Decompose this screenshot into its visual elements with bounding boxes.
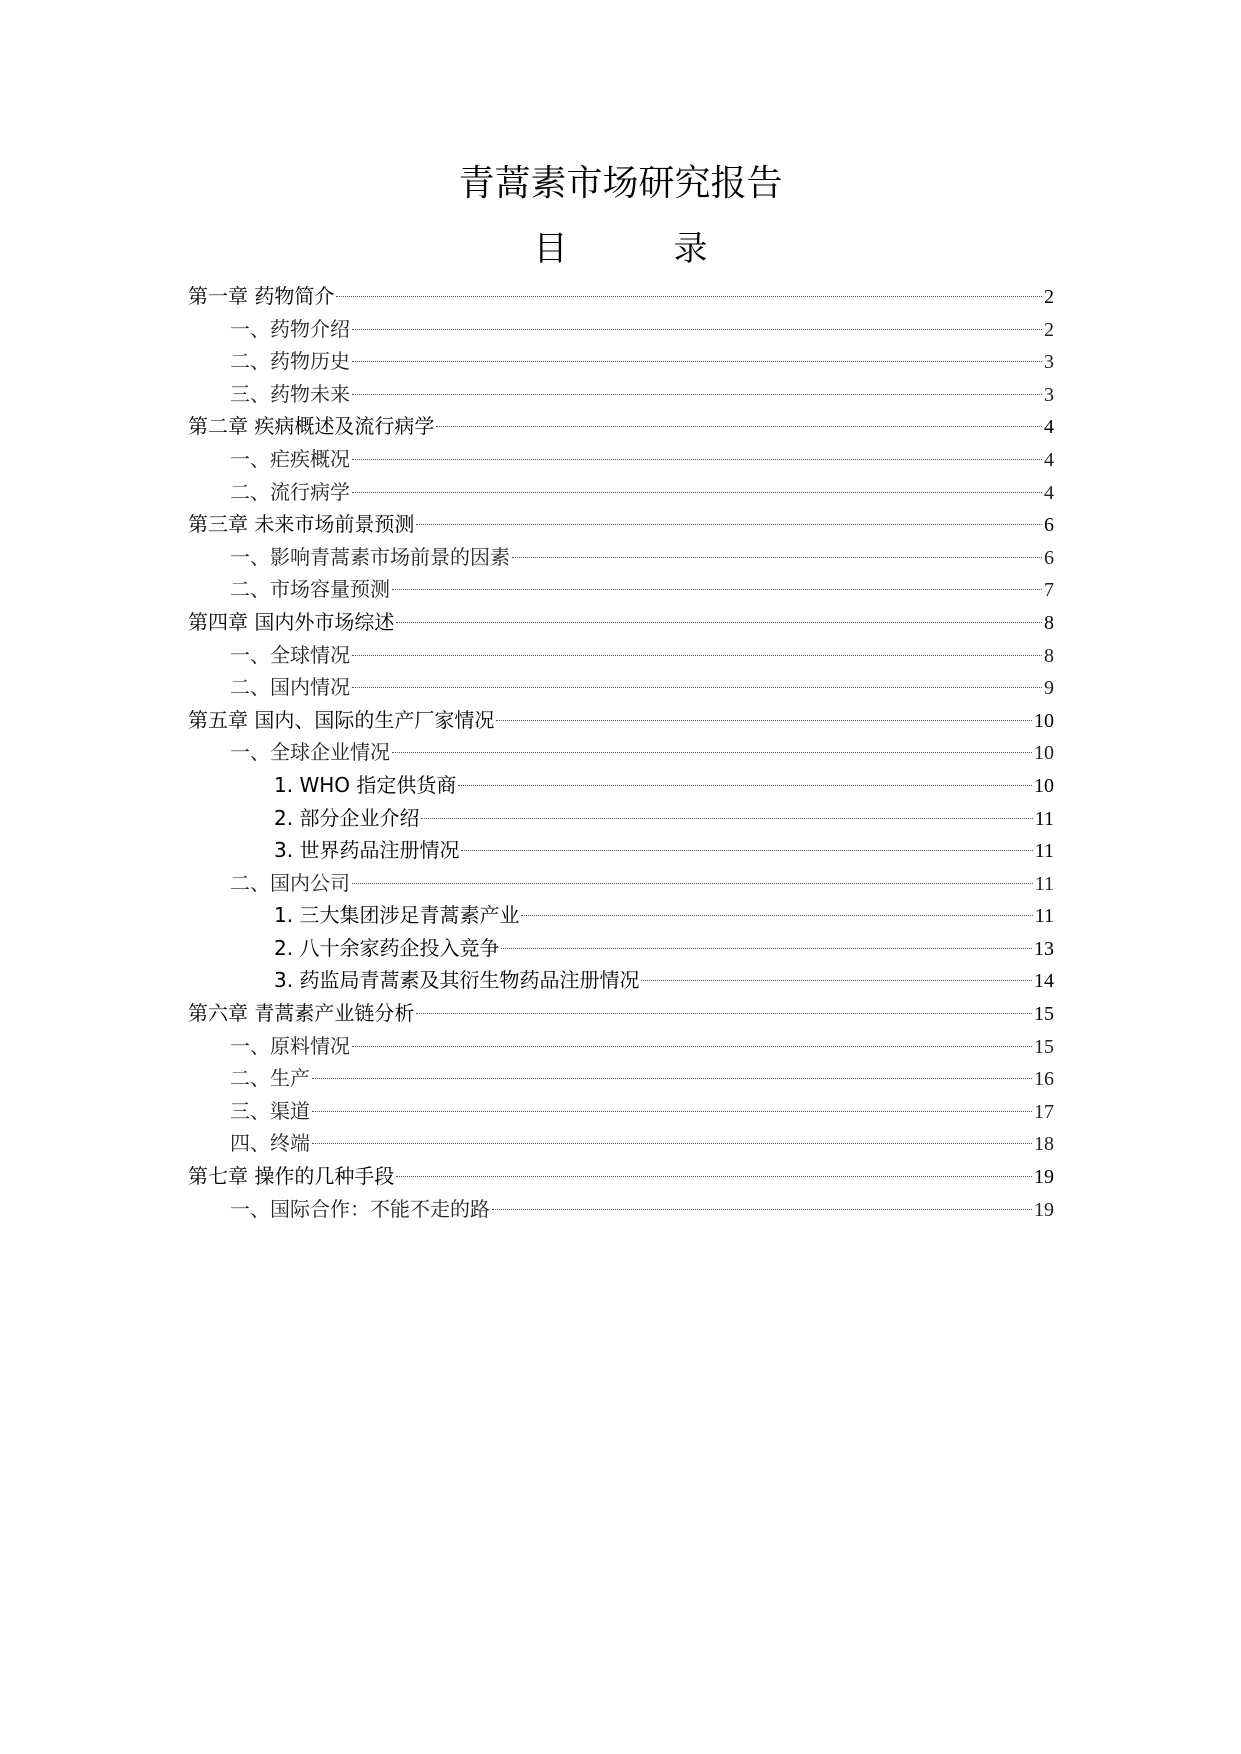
- toc-entry-label: 第五章 国内、国际的生产厂家情况: [188, 707, 495, 732]
- toc-dot-leader: [352, 1046, 1032, 1047]
- toc-entry-label: 3. 世界药品注册情况: [274, 838, 460, 863]
- toc-entry-page-number: 11: [1034, 872, 1054, 895]
- toc-entry-label: 一、国际合作：不能不走的路: [230, 1196, 490, 1221]
- toc-entry-page-number: 4: [1044, 481, 1054, 504]
- toc-entry[interactable]: [188, 834, 1054, 867]
- toc-dot-leader: [336, 296, 1042, 297]
- toc-entry-page-number: 15: [1034, 1035, 1054, 1058]
- toc-entry-label: 第一章 药物简介: [188, 284, 335, 308]
- toc-entry-page-number: 16: [1034, 1068, 1054, 1091]
- document-title: 青蒿素市场研究报告: [458, 163, 783, 204]
- toc-entry-label: 第二章 疾病概述及流行病学: [188, 414, 435, 439]
- toc-entry[interactable]: [188, 1030, 1054, 1063]
- toc-entry-label: 3. 药监局青蒿素及其衍生物药品注册情况: [274, 968, 640, 993]
- toc-entry-page-number: 10: [1034, 709, 1054, 732]
- toc-entry-label: 四、终端: [230, 1131, 310, 1156]
- toc-entry[interactable]: [188, 410, 1054, 443]
- toc-entry-label: 二、药物历史: [230, 349, 350, 374]
- toc-entry[interactable]: [188, 639, 1054, 672]
- toc-dot-leader: [512, 557, 1042, 558]
- toc-entry-page-number: 14: [1034, 970, 1054, 993]
- toc-dot-leader: [312, 1111, 1032, 1112]
- table-of-contents: [188, 280, 1054, 1225]
- toc-dot-leader: [396, 1176, 1032, 1177]
- toc-entry-label: 二、生产: [230, 1066, 310, 1091]
- toc-entry-label: 一、药物介绍: [230, 316, 350, 341]
- toc-entry-page-number: 4: [1044, 448, 1054, 471]
- toc-entry-page-number: 11: [1034, 905, 1054, 928]
- toc-entry-label: 一、全球企业情况: [230, 740, 390, 765]
- toc-entry-label: 二、流行病学: [230, 479, 350, 504]
- toc-dot-leader: [396, 622, 1042, 623]
- toc-dot-leader: [461, 850, 1032, 851]
- toc-entry-page-number: 18: [1034, 1133, 1054, 1156]
- toc-entry-label: 第六章 青蒿素产业链分析: [188, 1001, 415, 1026]
- toc-entry[interactable]: [188, 378, 1054, 411]
- toc-entry-label: 2. 部分企业介绍: [274, 805, 420, 830]
- toc-dot-leader: [421, 818, 1032, 819]
- toc-dot-leader: [352, 459, 1042, 460]
- toc-entry-label: 第七章 操作的几种手段: [188, 1164, 395, 1189]
- toc-entry[interactable]: [188, 345, 1054, 378]
- toc-entry-page-number: 11: [1034, 807, 1054, 830]
- toc-dot-leader: [312, 1078, 1032, 1079]
- toc-entry-label: 1. WHO 指定供货商: [274, 772, 457, 797]
- toc-entry[interactable]: [188, 704, 1054, 737]
- toc-entry-label: 三、药物未来: [230, 381, 350, 406]
- toc-entry-page-number: 19: [1034, 1198, 1054, 1221]
- toc-entry-label: 三、渠道: [230, 1098, 310, 1123]
- toc-entry[interactable]: [188, 1193, 1054, 1226]
- toc-entry-page-number: 7: [1044, 579, 1054, 602]
- toc-dot-leader: [352, 361, 1042, 362]
- toc-dot-leader: [492, 1209, 1032, 1210]
- toc-dot-leader: [352, 883, 1033, 884]
- toc-entry[interactable]: [188, 476, 1054, 509]
- toc-entry-label: 二、国内公司: [230, 870, 350, 895]
- toc-entry-page-number: 19: [1034, 1166, 1054, 1189]
- toc-entry[interactable]: [188, 1160, 1054, 1193]
- toc-dot-leader: [496, 720, 1032, 721]
- toc-entry-label: 2. 八十余家药企投入竞争: [274, 935, 500, 960]
- toc-entry[interactable]: [188, 313, 1054, 346]
- toc-entry[interactable]: [188, 541, 1054, 574]
- toc-heading: 目 录: [533, 229, 744, 269]
- toc-entry-page-number: 6: [1044, 514, 1054, 537]
- toc-entry-label: 一、疟疾概况: [230, 446, 350, 471]
- toc-entry-page-number: 3: [1044, 383, 1054, 406]
- toc-entry-label: 一、原料情况: [230, 1033, 350, 1058]
- toc-dot-leader: [352, 492, 1042, 493]
- toc-entry-page-number: 13: [1034, 937, 1054, 960]
- toc-entry[interactable]: [188, 736, 1054, 769]
- toc-entry[interactable]: [188, 573, 1054, 606]
- toc-dot-leader: [416, 524, 1042, 525]
- toc-entry[interactable]: [188, 606, 1054, 639]
- toc-entry-page-number: 10: [1034, 774, 1054, 797]
- toc-dot-leader: [312, 1143, 1032, 1144]
- toc-dot-leader: [416, 1013, 1032, 1014]
- toc-entry-page-number: 6: [1044, 546, 1054, 569]
- toc-entry[interactable]: [188, 769, 1054, 802]
- toc-entry-page-number: 3: [1044, 351, 1054, 374]
- toc-entry-label: 第三章 未来市场前景预测: [188, 512, 415, 537]
- toc-entry[interactable]: [188, 867, 1054, 900]
- toc-entry-page-number: 8: [1044, 644, 1054, 667]
- toc-entry[interactable]: [188, 671, 1054, 704]
- toc-entry-page-number: 10: [1034, 742, 1054, 765]
- toc-entry-label: 一、全球情况: [230, 642, 350, 667]
- toc-dot-leader: [641, 980, 1032, 981]
- toc-dot-leader: [392, 589, 1042, 590]
- toc-entry[interactable]: [188, 997, 1054, 1030]
- toc-dot-leader: [458, 785, 1032, 786]
- toc-entry-label: 二、市场容量预测: [230, 577, 390, 602]
- toc-entry-label: 二、国内情况: [230, 675, 350, 700]
- toc-entry[interactable]: [188, 280, 1054, 313]
- toc-entry-page-number: 17: [1034, 1100, 1054, 1123]
- toc-entry-page-number: 2: [1044, 318, 1054, 341]
- toc-entry-label: 1. 三大集团涉足青蒿素产业: [274, 903, 520, 928]
- toc-entry[interactable]: [188, 1062, 1054, 1095]
- toc-dot-leader: [352, 394, 1042, 395]
- toc-dot-leader: [392, 752, 1032, 753]
- toc-entry-label: 第四章 国内外市场综述: [188, 609, 395, 634]
- toc-entry-page-number: 11: [1034, 840, 1054, 863]
- toc-entry[interactable]: [188, 802, 1054, 835]
- toc-entry[interactable]: [188, 443, 1054, 476]
- toc-entry-page-number: 15: [1034, 1003, 1054, 1026]
- toc-dot-leader: [436, 426, 1042, 427]
- toc-entry-page-number: 8: [1044, 611, 1054, 634]
- toc-entry[interactable]: [188, 1127, 1054, 1160]
- toc-entry[interactable]: [188, 1095, 1054, 1128]
- toc-dot-leader: [352, 329, 1042, 330]
- toc-entry[interactable]: [188, 899, 1054, 932]
- toc-dot-leader: [352, 655, 1042, 656]
- toc-entry[interactable]: [188, 964, 1054, 997]
- toc-entry-page-number: 9: [1044, 677, 1054, 700]
- toc-entry-label: 一、影响青蒿素市场前景的因素: [230, 544, 510, 569]
- toc-dot-leader: [521, 915, 1032, 916]
- toc-dot-leader: [501, 948, 1032, 949]
- toc-entry[interactable]: [188, 932, 1054, 965]
- toc-entry[interactable]: [188, 508, 1054, 541]
- toc-dot-leader: [352, 687, 1042, 688]
- toc-entry-page-number: 4: [1044, 416, 1054, 439]
- toc-entry-page-number: 2: [1044, 286, 1054, 308]
